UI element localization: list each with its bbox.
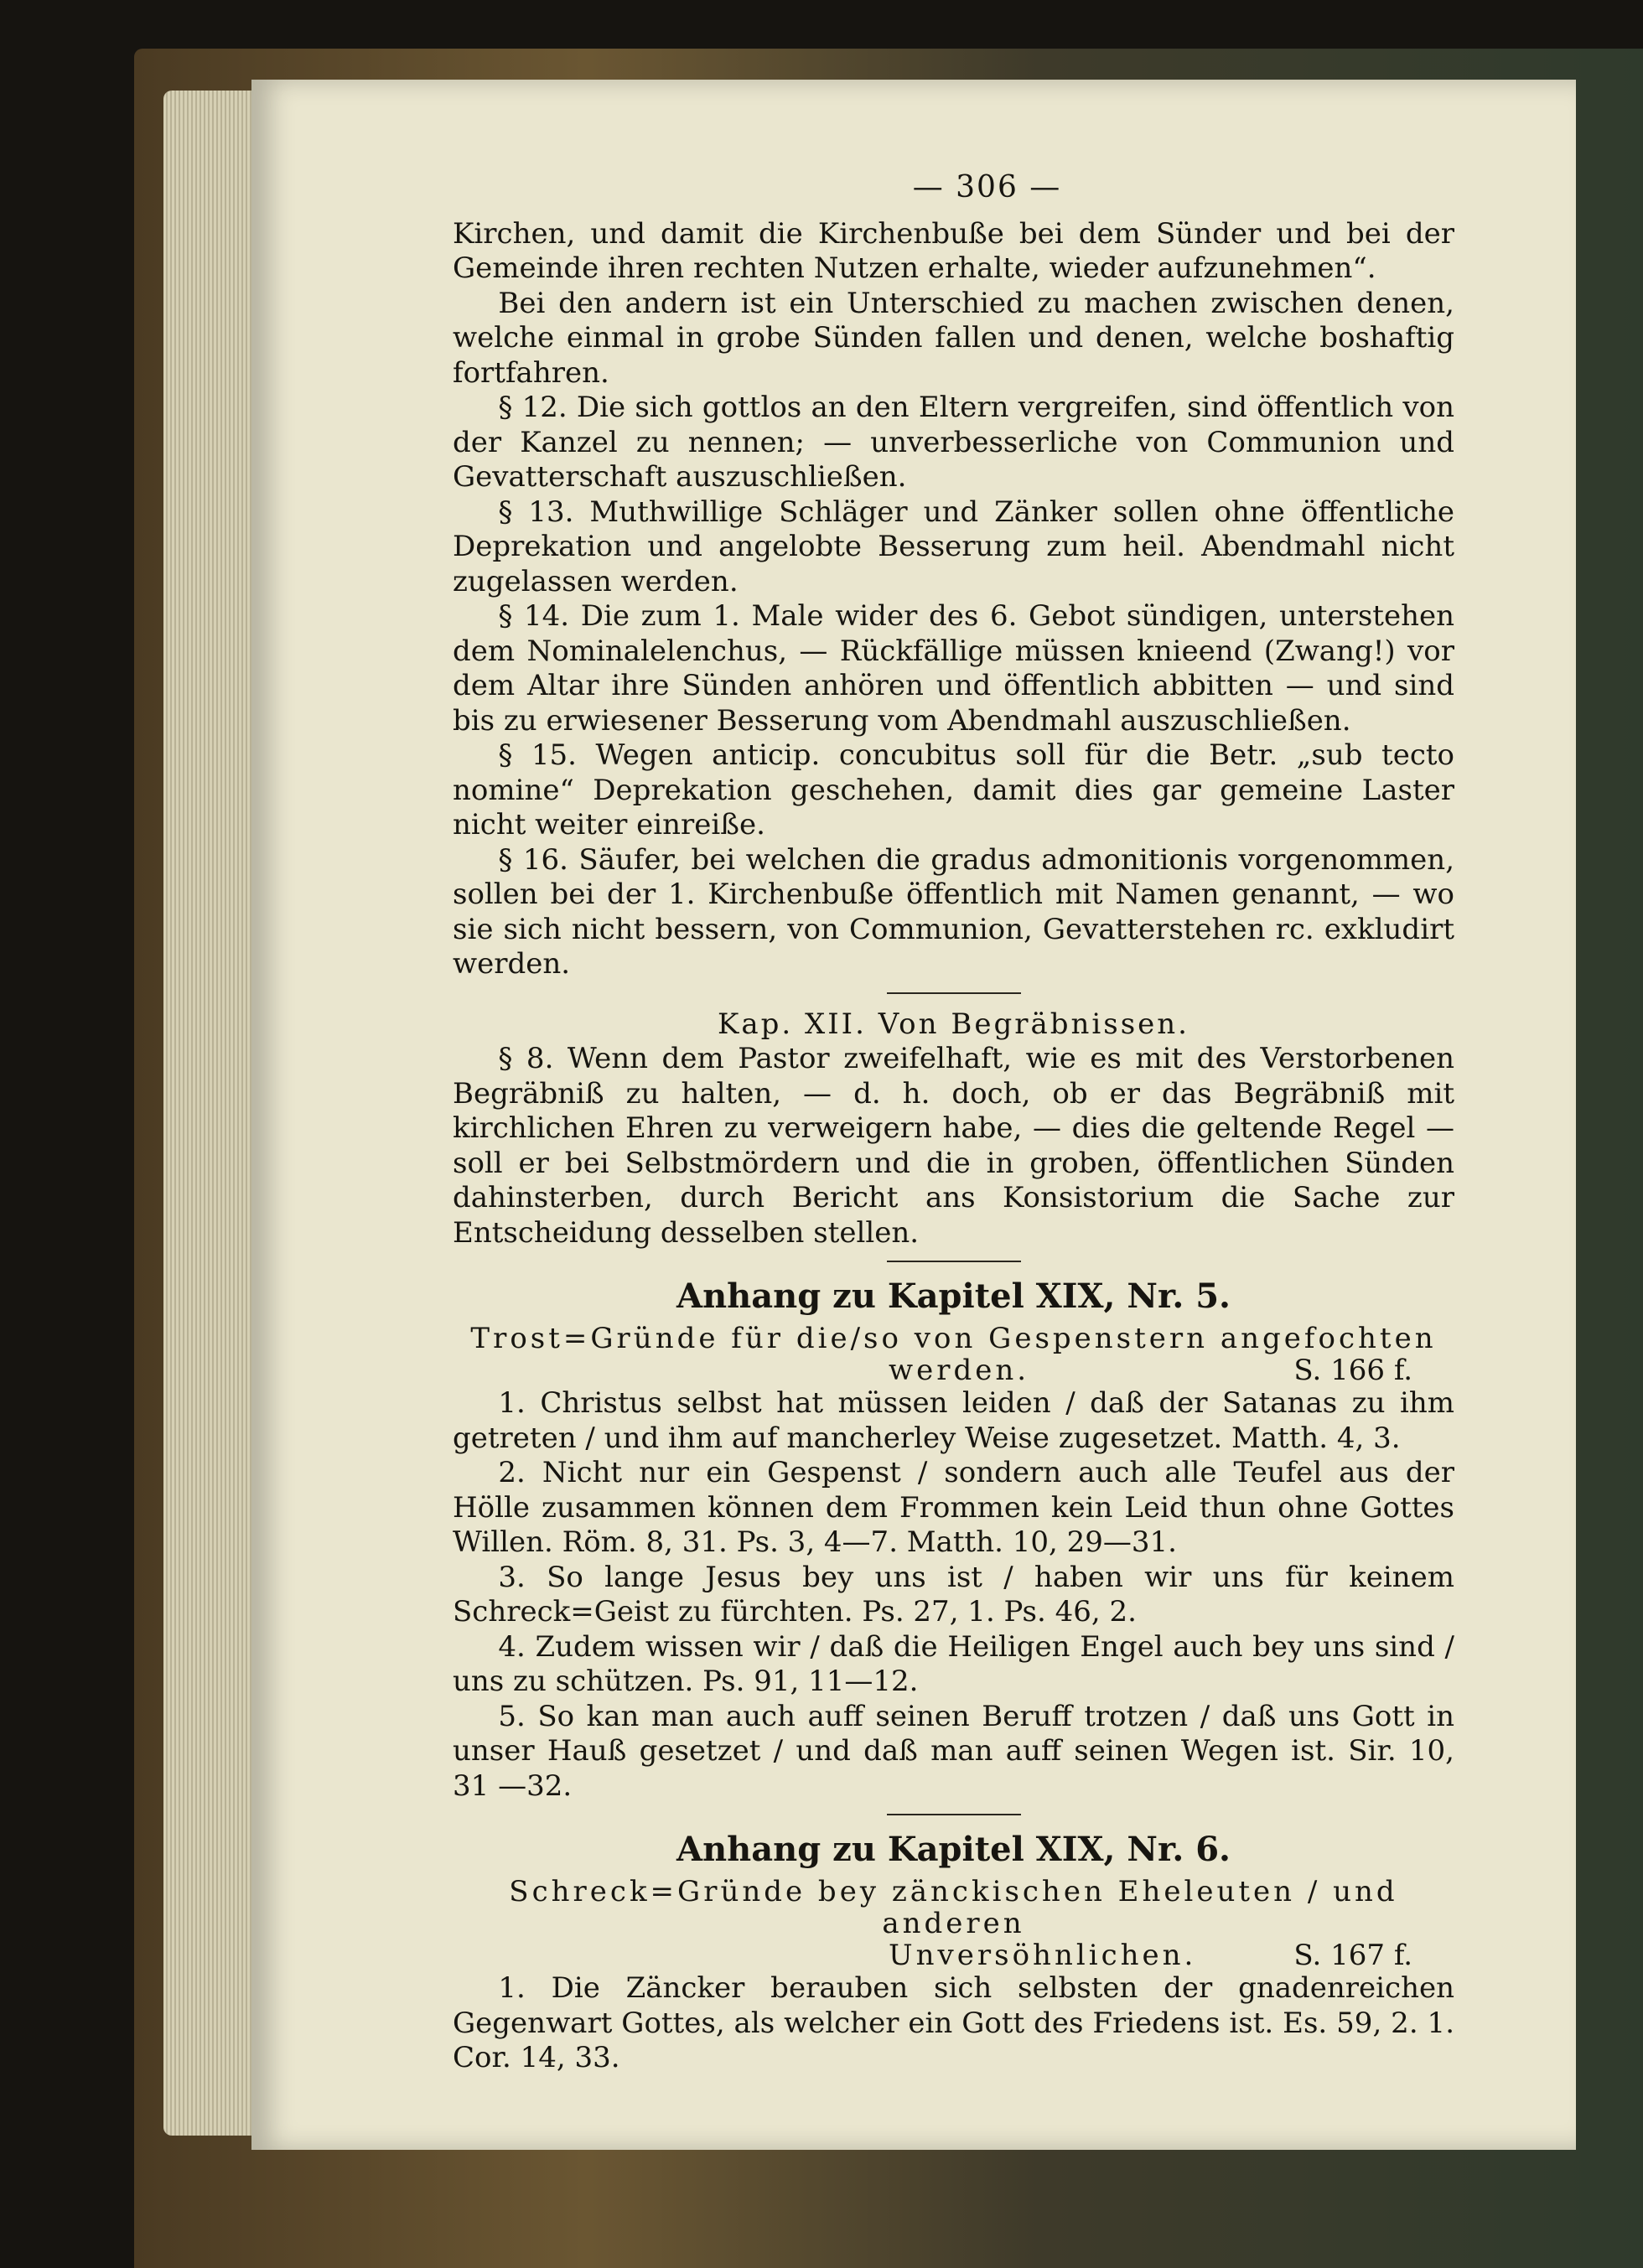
- paragraph: § 14. Die zum 1. Male wider des 6. Gebot sündigen, unterstehen dem Nominalelenchus, — Rückfällige müssen knieend (Zwang!) vor dem Altar ihre Sünden anhören und öffentlich abbitten — und sind bis zu erwiesener Besserung vom Abendmahl auszuschließen.: [453, 599, 1454, 738]
- list-item: 4. Zudem wissen wir / daß die Heiligen Engel auch bey uns sind / uns zu schützen. Ps. 91, 11—12.: [453, 1629, 1454, 1698]
- list-item: 1. Die Zäncker berauben sich selbsten der gnadenreichen Gegenwart Gottes, als welcher ein Gott des Friedens ist. Es. 59, 2. 1. Cor. 14, 33.: [453, 1971, 1454, 2074]
- paragraph: § 13. Muthwillige Schläger und Zänker sollen ohne öffentliche Deprekation und angelobte Besserung zum heil. Abendmahl nicht zugelassen werden.: [453, 495, 1454, 598]
- appendix-subtitle-line2: [453, 1354, 1454, 1386]
- chapter-heading: Kap. XII. Von Begräbnissen.: [718, 1007, 1189, 1041]
- appendix-subtitle: Schreck=Gründe bey zänckischen Eheleuten / und anderen: [509, 1875, 1398, 1940]
- list-item: 3. So lange Jesus bey uns ist / haben wir uns für keinem Schreck=Geist zu fürchten. Ps. 27, 1. Ps. 46, 2.: [453, 1560, 1454, 1629]
- page-reference: S. 167 f.: [1293, 1939, 1412, 1972]
- page-edges: [163, 91, 256, 2136]
- section-divider: [887, 1261, 1021, 1262]
- paragraph: § 16. Säufer, bei welchen die gradus admonitionis vorgenommen, sollen bei der 1. Kirchenbuße öffentlich mit Namen genannt, — wo sie sich nicht bessern, von Communion, Gevatterstehen rc. exkludirt werden.: [453, 842, 1454, 981]
- page-number: — 306 —: [912, 170, 1062, 205]
- paragraph: § 8. Wenn dem Pastor zweifelhaft, wie es mit des Verstorbenen Begräbniß zu halten, — d. h. doch, ob er das Begräbniß mit kirchlichen Ehren zu verweigern habe, — dies die geltende Regel — soll er bei Selbstmördern und die in groben, öffentlichen Sünden dahinsterben, durch Bericht ans Konsistorium die Sache zur Entscheidung desselben stellen.: [453, 1042, 1454, 1250]
- text-block: [453, 170, 1454, 2076]
- list-item: 5. So kan man auch auff seinen Beruff trotzen / daß uns Gott in unser Hauß gesetzet / und daß man auff seinen Wegen ist. Sir. 10, 31 —32.: [453, 1699, 1454, 1803]
- paragraph: Bei den andern ist ein Unterschied zu machen zwischen denen, welche einmal in grobe Sünden fallen und denen, welche boshaftig fortfahren.: [453, 286, 1454, 390]
- list-item: 2. Nicht nur ein Gespenst / sondern auch alle Teufel aus der Hölle zusammen können dem Frommen kein Leid thun ohne Gottes Willen. Röm. 8, 31. Ps. 3, 4—7. Matth. 10, 29—31.: [453, 1456, 1454, 1559]
- section-divider: [887, 1814, 1021, 1815]
- section-divider: [887, 992, 1021, 994]
- appendix-subtitle: Trost=Gründe für die/so von Gespenstern angefochten: [470, 1322, 1437, 1355]
- appendix-heading: Anhang zu Kapitel XIX, Nr. 5.: [676, 1276, 1231, 1316]
- subtitle-text: Unversöhnlichen.: [889, 1939, 1197, 1972]
- paragraph: § 15. Wegen anticip. concubitus soll für die Betr. „sub tecto nomine“ Deprekation geschehen, damit dies gar gemeine Laster nicht weiter einreiße.: [453, 738, 1454, 841]
- appendix-subtitle-line2: [453, 1939, 1454, 1971]
- page-reference: S. 166 f.: [1293, 1354, 1412, 1387]
- list-item: 1. Christus selbst hat müssen leiden / daß der Satanas zu ihm getreten / und ihm auf mancherley Weise zugesetzet. Matth. 4, 3.: [453, 1386, 1454, 1455]
- appendix-heading: Anhang zu Kapitel XIX, Nr. 6.: [676, 1830, 1231, 1869]
- book-page: [251, 80, 1576, 2150]
- paragraph: Kirchen, und damit die Kirchenbuße bei dem Sünder und bei der Gemeinde ihren rechten Nutzen erhalte, wieder aufzunehmen“.: [453, 216, 1454, 285]
- paragraph: § 12. Die sich gottlos an den Eltern vergreifen, sind öffentlich von der Kanzel zu nennen; — unverbesserliche von Communion und Gevatterschaft auszuschließen.: [453, 391, 1454, 494]
- subtitle-text: werden.: [889, 1354, 1030, 1387]
